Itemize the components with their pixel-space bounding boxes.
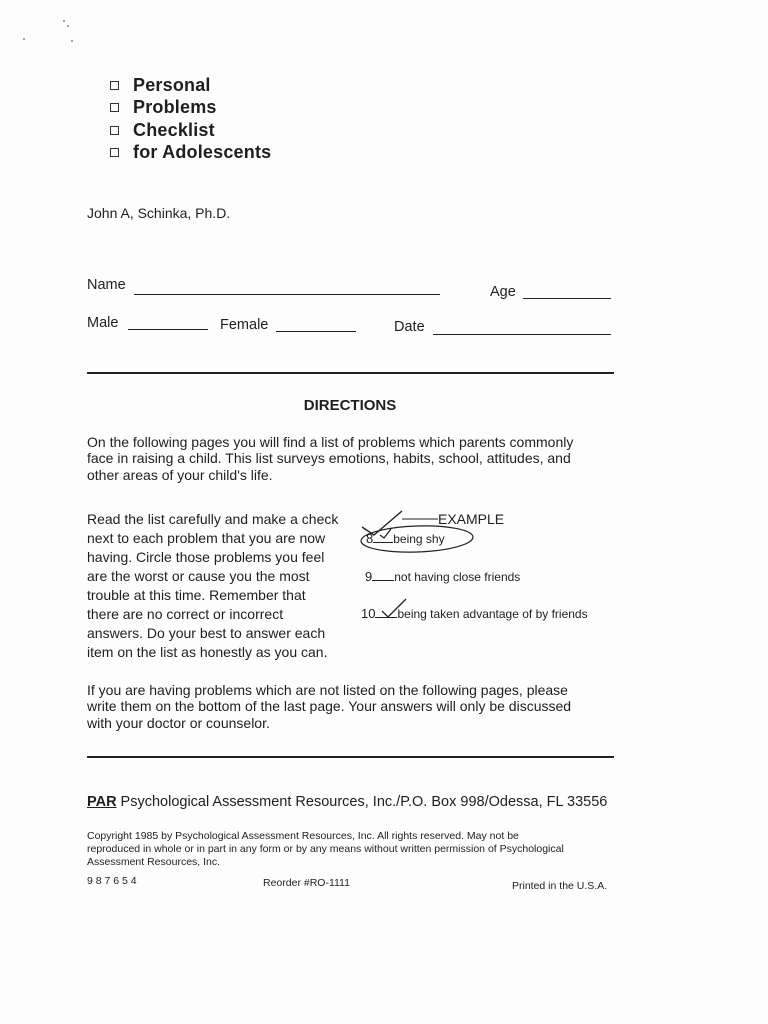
square-bullet-icon (110, 148, 119, 157)
title-text: Personal (133, 74, 211, 95)
text-line: with your doctor or counselor. (87, 714, 270, 731)
text-line: other areas of your child's life. (87, 466, 273, 483)
date-label: Date (394, 319, 425, 335)
item-blank (373, 542, 393, 543)
title-text: Checklist (133, 119, 215, 140)
title-text: for Adolescents (133, 142, 272, 163)
square-bullet-icon (110, 81, 119, 90)
female-field[interactable] (276, 331, 356, 332)
title-line (110, 142, 271, 165)
text-line: there are no correct or incorrect (87, 606, 284, 622)
publisher-line (87, 794, 607, 810)
name-field[interactable] (134, 294, 440, 295)
directions-instructions (87, 510, 338, 662)
item-number: 10 (361, 606, 376, 621)
copyright-notice (87, 830, 564, 869)
scan-speck (71, 40, 73, 42)
item-number: 8 (366, 531, 374, 546)
example-label: EXAMPLE (438, 511, 505, 527)
example-item (365, 569, 520, 584)
directions-intro (87, 434, 573, 483)
female-label: Female (220, 317, 269, 333)
text-line: next to each problem that you are now (87, 530, 326, 546)
text-line: trouble at this time. Remember that (87, 587, 306, 603)
author-line: John A, Schinka, Ph.D. (87, 205, 231, 221)
text-line: write them on the bottom of the last page. Your answers will only be discussed (87, 698, 572, 715)
text-line: answers. Do your best to answer each (87, 625, 326, 641)
form-title (110, 74, 271, 164)
square-bullet-icon (110, 103, 119, 112)
date-field[interactable] (433, 334, 611, 335)
text-line: face in raising a child. This list surveys emotions, habits, school, attitudes, and (87, 450, 571, 467)
publisher-address: Psychological Assessment Resources, Inc./P.O. Box 998/Odessa, FL 33556 (120, 794, 608, 810)
item-blank (372, 580, 394, 581)
title-line (110, 119, 271, 142)
name-label: Name (87, 277, 126, 293)
text-line: having. Circle those problems you feel (87, 549, 325, 565)
square-bullet-icon (110, 126, 119, 135)
par-logo: PAR (87, 794, 117, 810)
section-divider (87, 756, 614, 758)
title-line (110, 97, 271, 120)
section-divider (87, 372, 614, 374)
text-line: Read the list carefully and make a check (87, 511, 339, 527)
text-line: item on the list as honestly as you can. (87, 644, 328, 660)
item-text: being taken advantage of by friends (397, 607, 588, 621)
check-mark-icon (380, 597, 410, 619)
male-label: Male (87, 315, 119, 331)
age-field[interactable] (523, 298, 611, 299)
print-code: 9 8 7 6 5 4 (87, 875, 137, 887)
example-item (366, 531, 445, 546)
text-line: Assessment Resources, Inc. (87, 856, 221, 868)
text-line: Copyright 1985 by Psychological Assessment Resources, Inc. All rights reserved. May not be (87, 830, 519, 842)
scan-speck (63, 20, 65, 22)
item-number: 9 (365, 569, 373, 584)
reorder-number: Reorder #RO-1111 (263, 877, 350, 889)
item-text: being shy (393, 532, 445, 546)
male-field[interactable] (128, 329, 208, 330)
title-text: Problems (133, 97, 217, 118)
title-line (110, 74, 271, 97)
text-line: are the worst or cause you the most (87, 568, 310, 584)
printed-in: Printed in the U.S.A. (512, 880, 608, 892)
scan-speck (67, 25, 69, 27)
scan-speck (23, 38, 25, 40)
directions-closing (87, 682, 571, 731)
text-line: If you are having problems which are not listed on the following pages, please (87, 682, 568, 698)
text-line: On the following pages you will find a list of problems which parents commonly (87, 434, 574, 450)
item-text: not having close friends (394, 570, 521, 584)
age-label: Age (490, 284, 516, 300)
directions-heading: DIRECTIONS (303, 397, 397, 414)
text-line: reproduced in whole or in part in any form or by any means without written permission of Psychological (87, 843, 564, 855)
